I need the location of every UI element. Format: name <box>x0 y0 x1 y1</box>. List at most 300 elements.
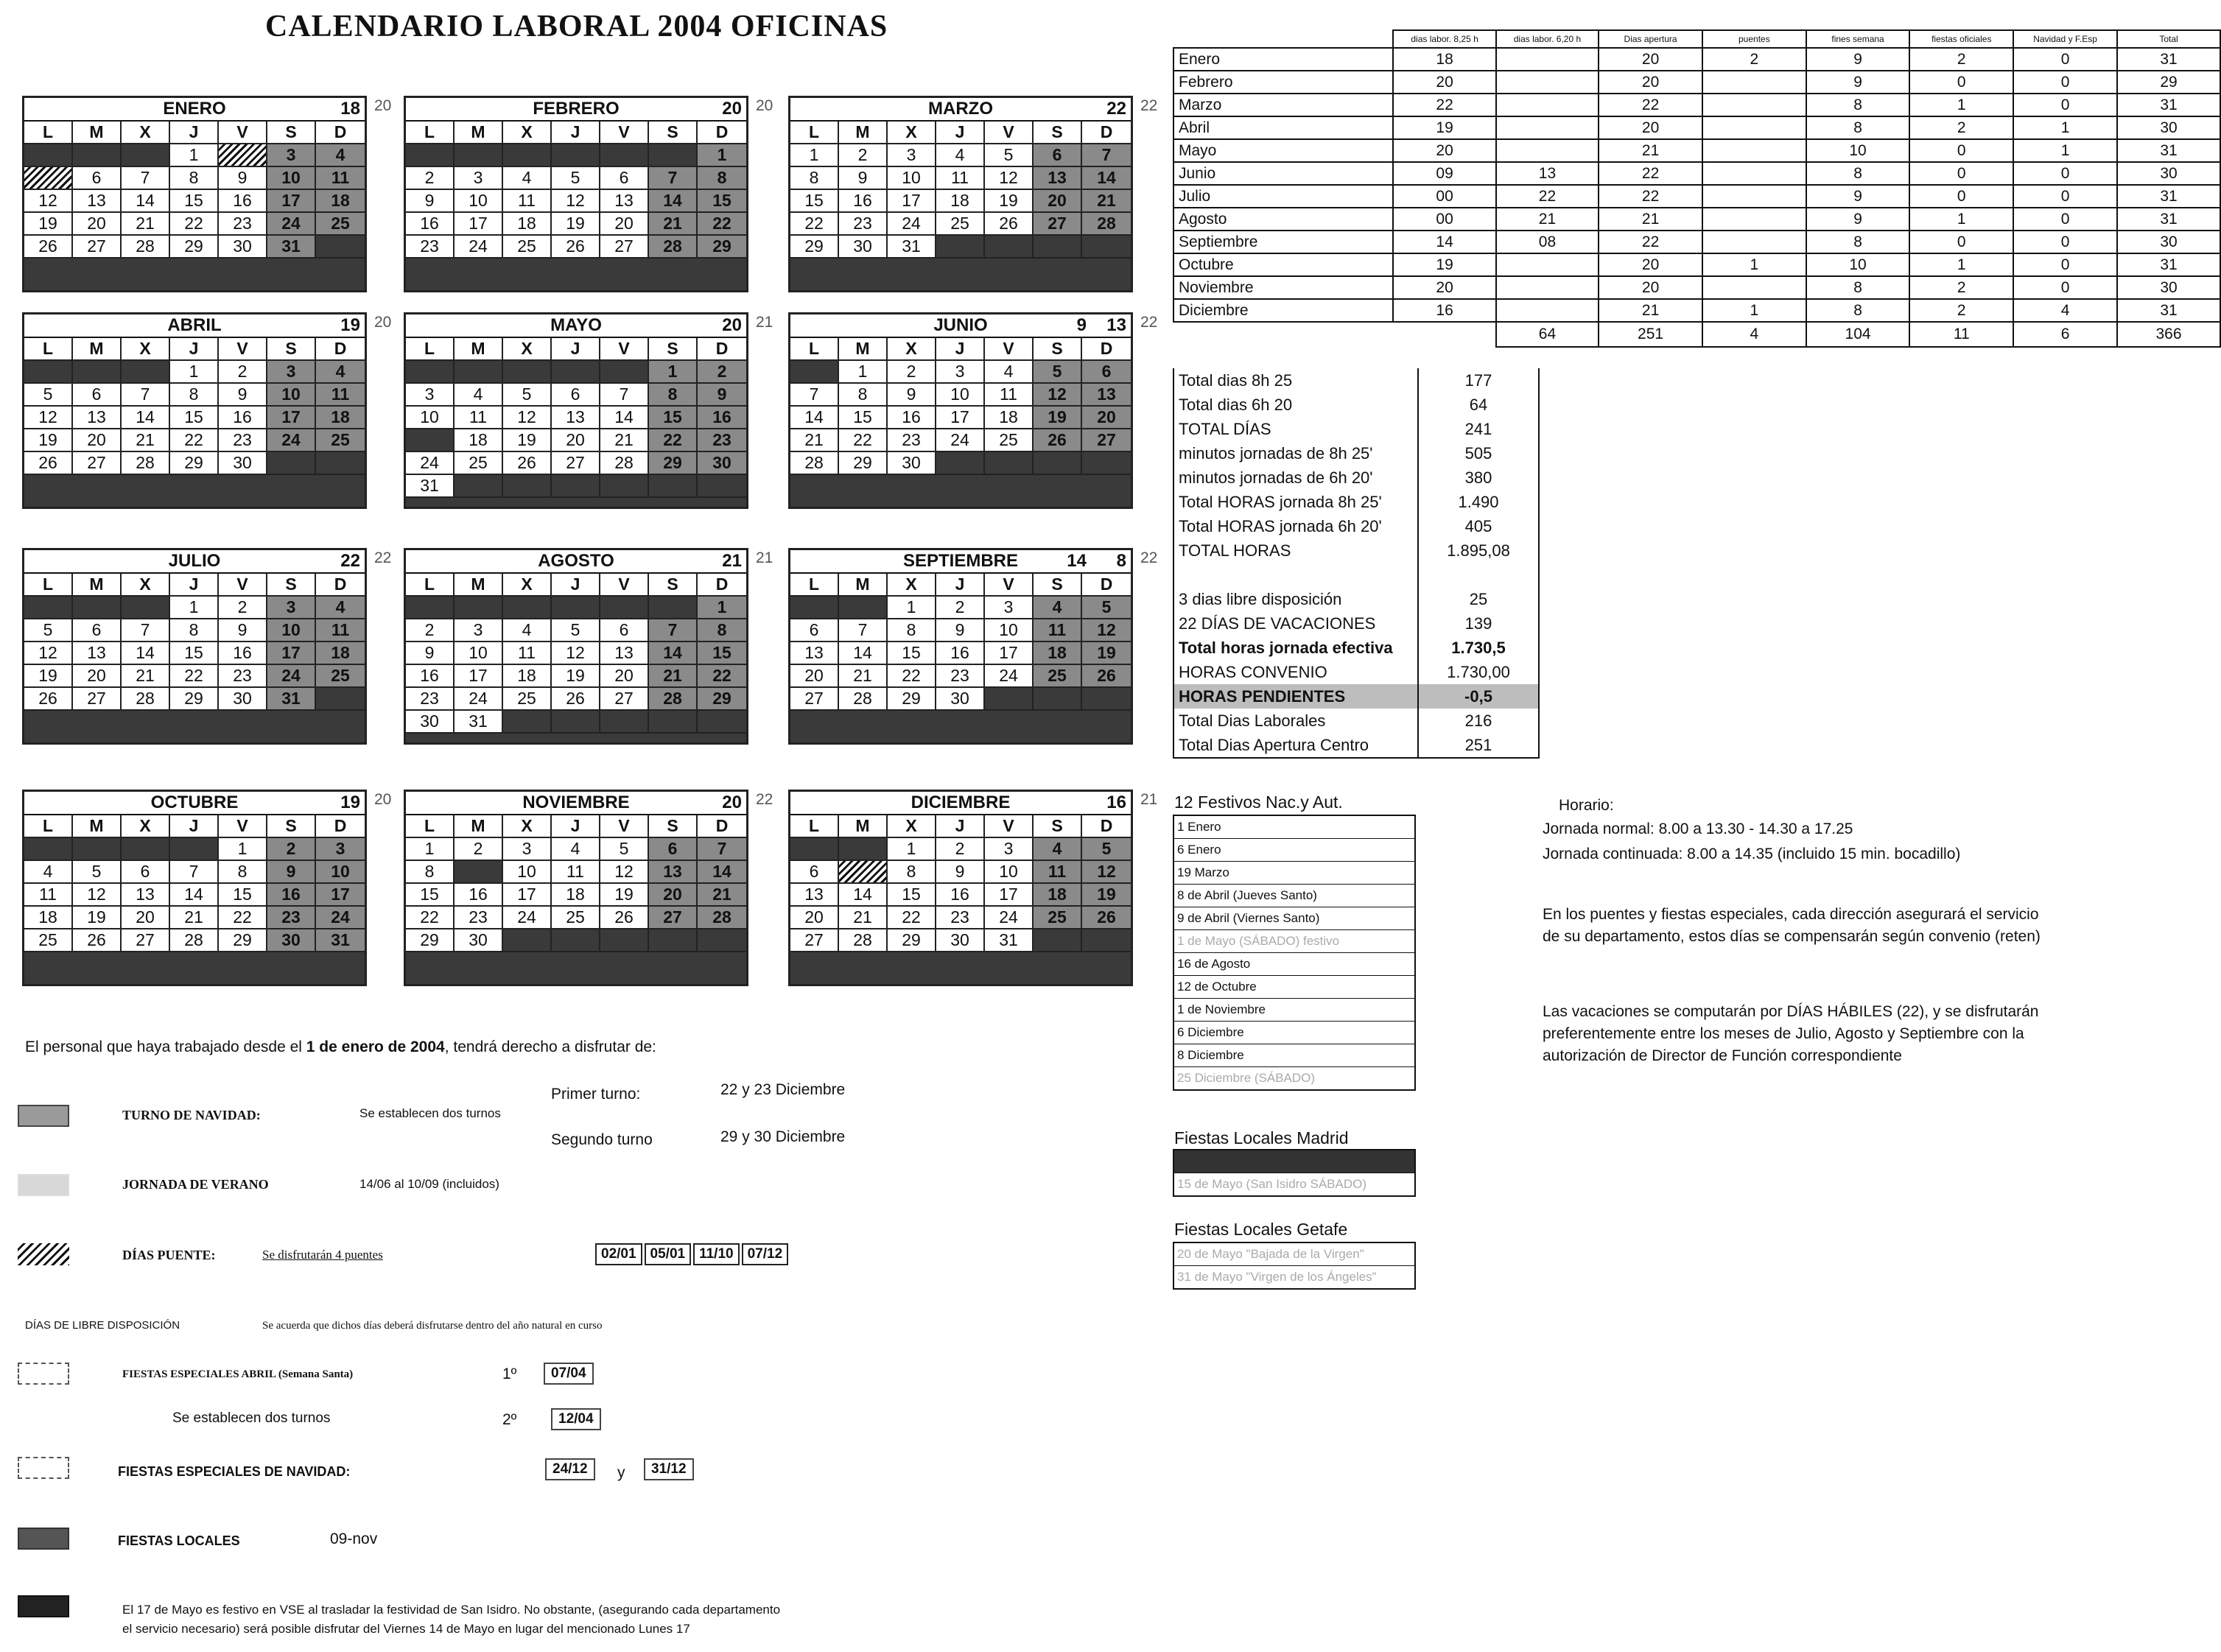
totals-row <box>1173 709 1539 733</box>
day-cell: 11 <box>985 384 1034 407</box>
puente-label: DÍAS PUENTE: <box>122 1248 216 1262</box>
day-cell: 19 <box>1034 407 1082 429</box>
summary-cell: 9 <box>1806 185 1910 208</box>
segundo-turno: Segundo turno <box>551 1131 653 1148</box>
month-workday-count: 18 <box>340 99 360 119</box>
totals-label: 22 DÍAS DE VACACIONES <box>1173 611 1418 636</box>
summary-total <box>1173 322 1393 347</box>
totals-row <box>1173 538 1539 563</box>
totals-value: 25 <box>1418 587 1539 611</box>
day-cell <box>600 144 649 167</box>
day-cell: 11 <box>936 167 985 190</box>
day-cell: 2 <box>888 361 936 384</box>
summary-cell <box>1702 94 1806 116</box>
day-cell: 23 <box>406 688 455 711</box>
day-cell: 10 <box>936 384 985 407</box>
day-cell: 22 <box>406 907 455 929</box>
day-cell: 13 <box>552 407 600 429</box>
weekday-header: L <box>24 338 73 361</box>
day-cell: 26 <box>503 452 552 475</box>
month-days <box>24 338 365 475</box>
puente-swatch <box>18 1243 69 1265</box>
summary-cell: 0 <box>1909 185 2013 208</box>
day-cell: 12 <box>24 407 73 429</box>
day-cell: 23 <box>219 429 267 452</box>
day-cell: 14 <box>790 407 839 429</box>
month-name: NOVIEMBRE <box>522 792 630 812</box>
day-cell: 5 <box>552 167 600 190</box>
day-cell <box>985 452 1034 475</box>
month-days <box>406 122 746 259</box>
day-cell: 30 <box>219 688 267 711</box>
day-cell: 19 <box>1082 884 1131 907</box>
day-cell: 7 <box>600 384 649 407</box>
day-cell <box>839 861 888 884</box>
summary-cell: 8 <box>1806 276 1910 299</box>
abril-turno-2: 2º <box>502 1411 517 1428</box>
day-cell: 12 <box>1034 384 1082 407</box>
day-cell <box>649 929 698 952</box>
day-cell: 29 <box>219 929 267 952</box>
summary-cell: 13 <box>1496 162 1599 185</box>
day-cell <box>406 144 455 167</box>
day-cell <box>649 711 698 734</box>
day-cell <box>406 429 455 452</box>
summary-cell: 1 <box>1702 253 1806 276</box>
weekday-header: V <box>600 815 649 838</box>
day-cell: 11 <box>24 884 73 907</box>
day-cell: 20 <box>73 665 122 688</box>
month-workday-count: 22 <box>340 551 360 571</box>
day-cell: 25 <box>503 688 552 711</box>
weekday-header: D <box>698 338 746 361</box>
summary-header: Dias apertura <box>1599 30 1702 48</box>
day-cell: 24 <box>406 452 455 475</box>
totals-label: minutos jornadas de 6h 20' <box>1173 465 1418 490</box>
locales-date: 09-nov <box>330 1530 378 1547</box>
day-cell: 21 <box>649 665 698 688</box>
day-cell: 30 <box>406 711 455 734</box>
day-cell: 18 <box>552 884 600 907</box>
weekday-header: V <box>219 815 267 838</box>
totals-label: 3 dias libre disposición <box>1173 587 1418 611</box>
day-cell: 27 <box>1034 213 1082 236</box>
month-name: JULIO <box>168 551 221 571</box>
month-side-count: 22 <box>374 549 392 566</box>
summary-cell: 08 <box>1496 231 1599 253</box>
day-cell: 12 <box>24 642 73 665</box>
weekday-header: J <box>170 122 219 144</box>
libre-label: DÍAS DE LIBRE DISPOSICIÓN <box>25 1319 180 1332</box>
day-cell: 15 <box>219 884 267 907</box>
abril-turno-1: 1º <box>502 1365 517 1382</box>
day-cell: 19 <box>73 907 122 929</box>
month-days <box>790 122 1131 259</box>
day-cell: 21 <box>839 665 888 688</box>
day-cell <box>24 361 73 384</box>
day-cell <box>406 361 455 384</box>
summary-cell <box>1702 276 1806 299</box>
day-cell: 28 <box>1082 213 1131 236</box>
day-cell: 10 <box>455 642 503 665</box>
day-cell <box>503 929 552 952</box>
weekday-header: L <box>406 815 455 838</box>
mayo-note-1: El 17 de Mayo es festivo en VSE al trasladar la festividad de San Isidro. No obstante, (asegurando cada departamento <box>122 1603 781 1617</box>
day-cell: 20 <box>1082 407 1131 429</box>
month-name: AGOSTO <box>538 551 614 571</box>
month-workday-count: 19 <box>340 792 360 812</box>
summary-cell <box>1702 116 1806 139</box>
day-cell: 22 <box>170 213 219 236</box>
day-cell: 12 <box>600 861 649 884</box>
totals-value: 139 <box>1418 611 1539 636</box>
weekday-header: M <box>455 338 503 361</box>
day-cell: 24 <box>267 213 316 236</box>
summary-total: 104 <box>1806 322 1910 347</box>
month-name: MARZO <box>928 99 993 119</box>
libre-desc: Se acuerda que dichos días deberá disfrutarse dentro del año natural en curso <box>262 1320 603 1332</box>
day-cell: 26 <box>1034 429 1082 452</box>
totals-value: 1.730,00 <box>1418 660 1539 684</box>
month-febrero <box>404 96 748 292</box>
weekday-header: X <box>122 338 170 361</box>
day-cell: 4 <box>24 861 73 884</box>
day-cell: 25 <box>24 929 73 952</box>
month-side-count: 21 <box>756 314 773 331</box>
day-cell: 22 <box>698 665 746 688</box>
weekday-header: S <box>649 815 698 838</box>
month-header <box>24 792 365 815</box>
summary-row <box>1173 71 2220 94</box>
month-workday-count: 19 <box>340 315 360 335</box>
totals-value: 505 <box>1418 441 1539 465</box>
weekday-header: X <box>122 122 170 144</box>
day-cell: 3 <box>936 361 985 384</box>
day-cell: 26 <box>1082 665 1131 688</box>
day-cell: 23 <box>698 429 746 452</box>
day-cell: 20 <box>73 429 122 452</box>
day-cell: 31 <box>888 236 936 259</box>
weekday-header: V <box>219 122 267 144</box>
day-cell: 23 <box>936 907 985 929</box>
summary-cell <box>1496 48 1599 71</box>
summary-row <box>1173 116 2220 139</box>
summary-cell: 09 <box>1393 162 1495 185</box>
month-header <box>24 98 365 122</box>
day-cell <box>406 597 455 619</box>
summary-cell <box>1702 185 1806 208</box>
day-cell: 10 <box>267 167 316 190</box>
day-cell <box>455 861 503 884</box>
day-cell: 28 <box>839 929 888 952</box>
summary-month: Diciembre <box>1173 299 1393 322</box>
month-side-count: 22 <box>1140 549 1158 566</box>
mayo-swatch <box>18 1595 69 1617</box>
totals-row <box>1173 490 1539 514</box>
day-cell <box>73 361 122 384</box>
day-cell: 11 <box>1034 619 1082 642</box>
summary-cell: 22 <box>1496 185 1599 208</box>
day-cell: 17 <box>267 407 316 429</box>
day-cell: 30 <box>267 929 316 952</box>
summary-month: Noviembre <box>1173 276 1393 299</box>
day-cell: 8 <box>170 384 219 407</box>
month-workday-count: 20 <box>722 792 742 812</box>
summary-cell: 20 <box>1393 276 1495 299</box>
day-cell: 23 <box>839 213 888 236</box>
summary-cell: 0 <box>2013 276 2117 299</box>
day-cell: 16 <box>839 190 888 213</box>
summary-header: puentes <box>1702 30 1806 48</box>
day-cell: 17 <box>267 190 316 213</box>
day-cell: 21 <box>122 665 170 688</box>
month-workday-count: 22 <box>1106 99 1126 119</box>
month-side-count: 22 <box>1140 97 1158 114</box>
day-cell <box>698 929 746 952</box>
day-cell: 19 <box>24 665 73 688</box>
month-diciembre <box>788 790 1133 986</box>
weekday-header: J <box>170 815 219 838</box>
festivo-item: 25 Diciembre (SÁBADO) <box>1177 1071 1316 1085</box>
day-cell <box>600 597 649 619</box>
summary-month: Febrero <box>1173 71 1393 94</box>
day-cell: 14 <box>122 190 170 213</box>
day-cell: 13 <box>1034 167 1082 190</box>
day-cell: 6 <box>790 861 839 884</box>
summary-row <box>1173 94 2220 116</box>
day-cell <box>936 236 985 259</box>
month-side-count: 22 <box>756 791 773 808</box>
summary-row <box>1173 185 2220 208</box>
day-cell: 25 <box>985 429 1034 452</box>
month-header <box>790 314 1131 338</box>
day-cell: 16 <box>219 642 267 665</box>
weekday-header: M <box>839 122 888 144</box>
day-cell: 1 <box>649 361 698 384</box>
summary-month: Enero <box>1173 48 1393 71</box>
day-cell: 27 <box>73 688 122 711</box>
summary-cell: 2 <box>1702 48 1806 71</box>
day-cell: 10 <box>888 167 936 190</box>
day-cell: 16 <box>219 407 267 429</box>
day-cell: 25 <box>316 665 365 688</box>
day-cell: 15 <box>170 642 219 665</box>
day-cell: 23 <box>936 665 985 688</box>
day-cell <box>985 236 1034 259</box>
weekday-header: X <box>122 574 170 597</box>
day-cell: 1 <box>406 838 455 861</box>
summary-cell: 0 <box>2013 48 2117 71</box>
day-cell <box>122 144 170 167</box>
day-cell: 8 <box>888 619 936 642</box>
month-days <box>406 815 746 952</box>
month-workday-count: 20 <box>722 99 742 119</box>
day-cell: 11 <box>316 619 365 642</box>
weekday-header: L <box>24 122 73 144</box>
summary-total: 11 <box>1909 322 2013 347</box>
day-cell: 15 <box>170 190 219 213</box>
weekday-header: L <box>790 338 839 361</box>
day-cell: 15 <box>649 407 698 429</box>
summary-cell: 1 <box>1909 253 2013 276</box>
summary-header: dias labor. 8,25 h <box>1393 30 1495 48</box>
summary-cell <box>1702 71 1806 94</box>
day-cell: 7 <box>122 619 170 642</box>
totals-row <box>1173 587 1539 611</box>
weekday-header: M <box>73 815 122 838</box>
summary-cell: 9 <box>1806 48 1910 71</box>
totals-row <box>1173 733 1539 758</box>
day-cell: 5 <box>24 619 73 642</box>
month-side-count: 20 <box>374 791 392 808</box>
festivo-item: 9 de Abril (Viernes Santo) <box>1174 907 1414 930</box>
totals-label: Total dias 6h 20 <box>1173 393 1418 417</box>
totals-label: Total Dias Apertura Centro <box>1173 733 1418 758</box>
day-cell: 26 <box>24 688 73 711</box>
day-cell: 25 <box>503 236 552 259</box>
madrid-title: Fiestas Locales Madrid <box>1174 1128 1349 1147</box>
weekday-header: S <box>649 574 698 597</box>
day-cell: 7 <box>122 384 170 407</box>
day-cell: 25 <box>1034 665 1082 688</box>
day-cell: 25 <box>936 213 985 236</box>
month-header <box>24 550 365 574</box>
weekday-header: M <box>839 338 888 361</box>
puente-date: 05/01 <box>645 1243 692 1265</box>
weekday-header: X <box>503 122 552 144</box>
day-cell <box>316 688 365 711</box>
summary-cell: 29 <box>2117 71 2220 94</box>
day-cell: 22 <box>170 429 219 452</box>
puente-date: 11/10 <box>693 1243 740 1265</box>
day-cell: 14 <box>122 642 170 665</box>
weekday-header: L <box>406 338 455 361</box>
day-cell: 3 <box>985 597 1034 619</box>
day-cell <box>24 597 73 619</box>
day-cell: 18 <box>316 407 365 429</box>
day-cell: 24 <box>455 688 503 711</box>
weekday-header: L <box>24 815 73 838</box>
weekday-header: X <box>888 338 936 361</box>
day-cell: 30 <box>698 452 746 475</box>
summary-cell: 1 <box>1702 299 1806 322</box>
puente-dates <box>595 1243 790 1265</box>
weekday-header: S <box>1034 574 1082 597</box>
day-cell: 18 <box>936 190 985 213</box>
day-cell: 18 <box>503 665 552 688</box>
getafe-item: 31 de Mayo "Virgen de los Ángeles" <box>1177 1270 1377 1284</box>
day-cell: 22 <box>649 429 698 452</box>
day-cell: 29 <box>649 452 698 475</box>
month-mayo <box>404 312 748 509</box>
weekday-header: M <box>73 338 122 361</box>
day-cell: 6 <box>552 384 600 407</box>
month-marzo <box>788 96 1133 292</box>
festivos-list <box>1173 815 1416 1091</box>
puente-date: 02/01 <box>595 1243 642 1265</box>
summary-row <box>1173 48 2220 71</box>
day-cell: 13 <box>790 884 839 907</box>
month-junio <box>788 312 1133 509</box>
day-cell: 26 <box>1082 907 1131 929</box>
day-cell: 15 <box>698 190 746 213</box>
day-cell: 7 <box>1082 144 1131 167</box>
day-cell: 22 <box>790 213 839 236</box>
day-cell: 17 <box>316 884 365 907</box>
summary-cell: 8 <box>1806 162 1910 185</box>
day-cell <box>985 688 1034 711</box>
summary-cell: 1 <box>1909 208 2013 231</box>
weekday-header: J <box>552 338 600 361</box>
horario-normal: Jornada normal: 8.00 a 13.30 - 14.30 a 17.25 <box>1543 820 1853 837</box>
summary-cell: 0 <box>2013 185 2117 208</box>
day-cell: 14 <box>839 642 888 665</box>
summary-cell: 8 <box>1806 94 1910 116</box>
day-cell: 5 <box>503 384 552 407</box>
getafe-list <box>1173 1242 1416 1290</box>
day-cell <box>1034 236 1082 259</box>
day-cell: 1 <box>170 361 219 384</box>
weekday-header: D <box>698 574 746 597</box>
summary-cell: 20 <box>1393 71 1495 94</box>
summary-row <box>1173 139 2220 162</box>
day-cell: 11 <box>503 642 552 665</box>
month-days <box>406 574 746 734</box>
primer-turno: Primer turno: <box>551 1086 641 1103</box>
day-cell: 10 <box>267 384 316 407</box>
day-cell: 16 <box>698 407 746 429</box>
madrid-list <box>1173 1149 1416 1197</box>
day-cell: 4 <box>316 597 365 619</box>
day-cell: 16 <box>267 884 316 907</box>
summary-cell: 31 <box>2117 48 2220 71</box>
totals-value: 241 <box>1418 417 1539 441</box>
totals-value: 216 <box>1418 709 1539 733</box>
day-cell: 5 <box>1082 597 1131 619</box>
summary-cell: 31 <box>2117 94 2220 116</box>
day-cell: 28 <box>790 452 839 475</box>
day-cell: 29 <box>170 452 219 475</box>
month-octubre <box>22 790 367 986</box>
month-header <box>24 314 365 338</box>
summary-cell: 20 <box>1599 276 1702 299</box>
totals-row <box>1173 636 1539 660</box>
day-cell: 21 <box>839 907 888 929</box>
summary-header: Navidad y F.Esp <box>2013 30 2117 48</box>
weekday-header: D <box>1082 815 1131 838</box>
day-cell: 8 <box>649 384 698 407</box>
month-days <box>24 122 365 259</box>
day-cell: 23 <box>219 213 267 236</box>
day-cell: 1 <box>888 838 936 861</box>
locales-swatch <box>18 1528 69 1550</box>
summary-cell: 1 <box>1909 94 2013 116</box>
weekday-header: X <box>888 574 936 597</box>
day-cell: 4 <box>1034 838 1082 861</box>
day-cell: 7 <box>790 384 839 407</box>
day-cell: 19 <box>24 213 73 236</box>
nav-esp-date-2: 31/12 <box>644 1458 694 1480</box>
day-cell <box>455 361 503 384</box>
weekday-header: S <box>1034 122 1082 144</box>
month-header <box>406 550 746 574</box>
day-cell: 22 <box>839 429 888 452</box>
day-cell <box>122 361 170 384</box>
totals-label: HORAS CONVENIO <box>1173 660 1418 684</box>
day-cell: 26 <box>552 688 600 711</box>
day-cell: 13 <box>1082 384 1131 407</box>
navidad-desc: Se establecen dos turnos <box>359 1106 501 1120</box>
